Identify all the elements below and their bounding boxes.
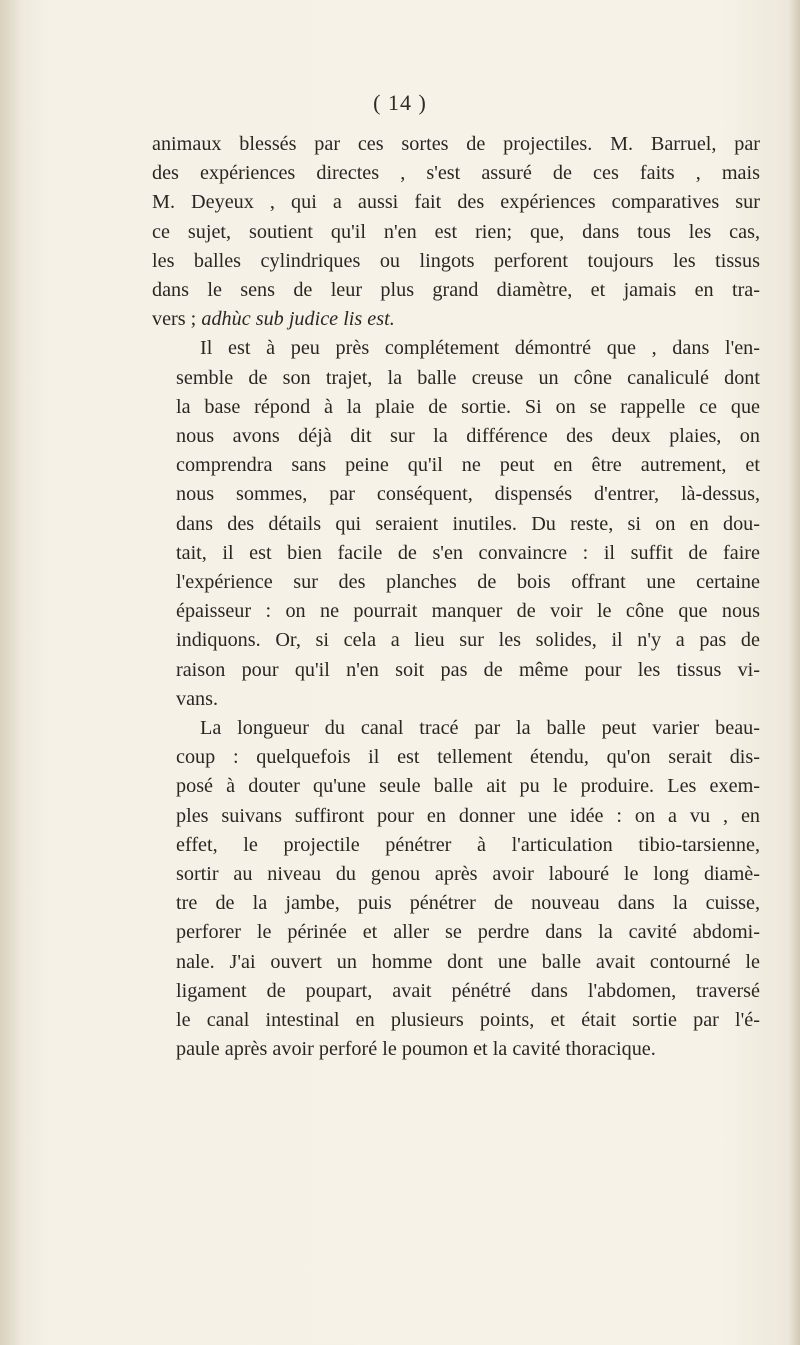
paragraph-2 — [152, 334, 760, 714]
text-line: ce sujet, soutient qu'il n'en est rien; que, dans tous les cas, — [152, 220, 760, 243]
text-line: paule après avoir perforé le poumon et la cavité thoracique. — [176, 1038, 656, 1061]
text-line: dans le sens de leur plus grand diamètre, et jamais en tra- — [152, 279, 760, 302]
text-line: comprendra sans peine qu'il ne peut en être autrement, et — [176, 454, 760, 477]
text-line: nous sommes, par conséquent, dispensés d'entrer, là-dessus, — [176, 483, 760, 506]
text-line: épaisseur : on ne pourrait manquer de voir le cône que nous — [176, 600, 760, 623]
text-line: effet, le projectile pénétrer à l'articulation tibio-tarsienne, — [176, 833, 760, 856]
text-line: les balles cylindriques ou lingots perforent toujours les tissus — [152, 249, 760, 272]
body-text — [152, 130, 760, 1065]
text-line: nous avons déjà dit sur la différence des deux plaies, on — [176, 425, 760, 448]
text-line: le canal intestinal en plusieurs points, et était sortie par l'é- — [176, 1009, 760, 1032]
text-line: vans. — [176, 687, 219, 710]
text-line — [152, 305, 760, 334]
text-line: semble de son trajet, la balle creuse un cône canaliculé dont — [176, 366, 760, 389]
text-line: raison pour qu'il n'en soit pas de même pour les tissus vi- — [176, 658, 760, 681]
text-line: La longueur du canal tracé par la balle peut varier beau- — [200, 717, 760, 740]
paragraph-3 — [152, 714, 760, 1064]
text-line: coup : quelquefois il est tellement étendu, qu'on serait dis- — [176, 746, 760, 769]
text-line: l'expérience sur des planches de bois offrant une certaine — [176, 571, 760, 594]
latin-phrase: adhùc sub judice lis est. — [201, 308, 395, 331]
text-line: perforer le périnée et aller se perdre dans la cavité abdomi- — [176, 921, 760, 944]
text-line: dans des détails qui seraient inutiles. Du reste, si on en dou- — [176, 512, 760, 535]
text-line-prefix: vers ; — [152, 308, 202, 331]
text-line: animaux blessés par ces sortes de projectiles. M. Barruel, par — [152, 133, 760, 155]
text-line: ligament de poupart, avait pénétré dans l'abdomen, traversé — [176, 979, 760, 1002]
text-line: des expériences directes , s'est assuré de ces faits , mais — [152, 162, 760, 185]
text-line: tait, il est bien facile de s'en convaincre : il suffit de faire — [176, 541, 760, 564]
text-line: indiquons. Or, si cela a lieu sur les solides, il n'y a pas de — [176, 629, 760, 652]
page-edge — [788, 0, 800, 1345]
text-line: M. Deyeux , qui a aussi fait des expériences comparatives sur — [152, 191, 760, 214]
page-number: ( 14 ) — [373, 90, 427, 115]
text-line: sortir au niveau du genou après avoir labouré le long diamè- — [176, 863, 760, 886]
text-line: posé à douter qu'une seule balle ait pu le produire. Les exem- — [176, 775, 760, 798]
text-line: ples suivans suffiront pour en donner une idée : on a vu , en — [176, 804, 760, 827]
paragraph-1 — [152, 130, 760, 334]
spine-shadow — [0, 0, 22, 1345]
text-line: la base répond à la plaie de sortie. Si on se rappelle ce que — [176, 395, 760, 418]
text-line: tre de la jambe, puis pénétrer de nouveau dans la cuisse, — [176, 892, 760, 915]
text-line: nale. J'ai ouvert un homme dont une balle avait contourné le — [176, 950, 760, 973]
text-line: Il est à peu près complétement démontré que , dans l'en- — [200, 337, 760, 360]
